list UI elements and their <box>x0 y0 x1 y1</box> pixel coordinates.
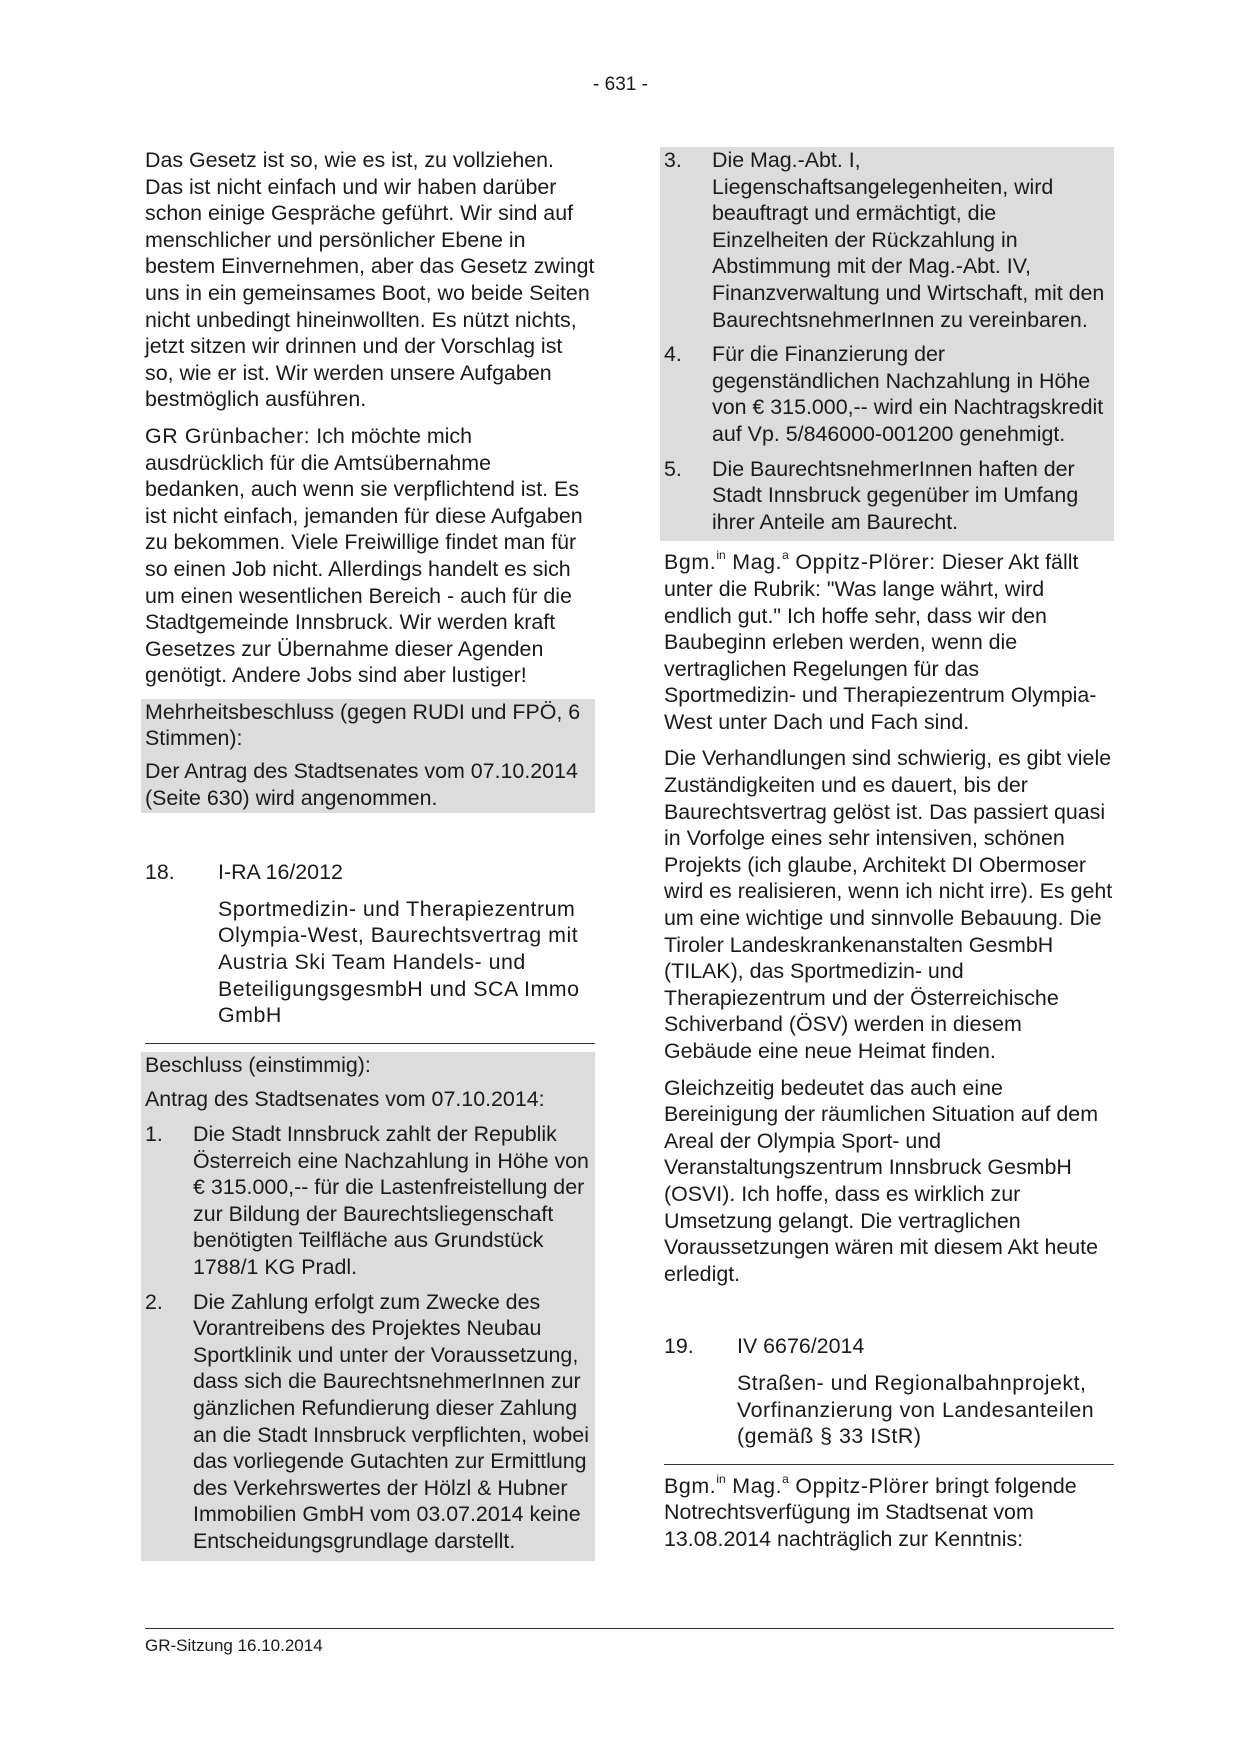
list-item <box>664 454 1114 542</box>
list-number: 3. <box>664 148 682 172</box>
list-item <box>145 1287 595 1561</box>
speech-text: Ich möchte mich ausdrücklich für die Amtsübernahme bedanken, auch wenn sie verpflichtend ist. Es ist nicht einfach, jemanden für diese Aufgaben zu bekommen. Viele Freiwillige findet man für so einen Job nicht. Allerdings handelt es sich um einen wesentlichen Bereich - auch für die Stadtgemeinde Innsbruck. Wir werden kraft Gesetzes zur Übernahme dieser Agenden genötigt. Andere Jobs sind aber lustiger! <box>145 423 583 688</box>
list-text: Die Mag.-Abt. I, Liegenschaftsangelegenheiten, wird beauftragt und ermächtigt, die Einzelheiten der Rückzahlung in Abstimmung mit der Mag.-Abt. IV, Finanzverwaltung und Wirtschaft, mit den BaurechtsnehmerInnen zu vereinbaren. <box>712 148 1105 332</box>
speech-text: Dieser Akt fällt unter die Rubrik: "Was lange währt, wird endlich gut." Ich hoffe sehr, dass wir den Baubeginn erleben werden, wenn die vertraglichen Regelungen für das Sportmedizin- und Therapiezentrum Olympia-West unter Dach und Fach sind. <box>664 550 1097 734</box>
antrag-heading: Antrag des Stadtsenates vom 07.10.2014: <box>145 1087 545 1112</box>
speaker-title: Mag. <box>725 1473 783 1498</box>
continued-list-box <box>660 147 1114 541</box>
speaker-title: Mag. <box>725 550 783 575</box>
paragraph-speaker <box>664 549 1114 735</box>
right-column <box>664 147 1114 1563</box>
agenda-title-block <box>145 896 595 1044</box>
paragraph: Die Verhandlungen sind schwierig, es gibt viele Zuständigkeiten und es dauert, bis der Baurechtsvertrag gelöst ist. Das passiert quasi in Vorfolge eines sehr intensiven, schönen Projekts (ich glaube, Architekt DI Obermoser wird es realisieren, wenn ich nicht irre). Es geht um eine wichtige und sinnvolle Bebauung. Die Tiroler Landeskrankenanstalten GesmbH (TILAK), das Sportmedizin- und Therapiezentrum und der Österreichische Schiverband (ÖSV) werden in diesem Gebäude eine neue Heimat finden. <box>664 746 1113 1063</box>
agenda-title: Sportmedizin- und Therapiezentrum Olympia-West, Baurechtsvertrag mit Austria Ski Team Handels- und BeteiligungsgesmbH und SCA Immo GmbH <box>218 896 580 1028</box>
superscript: a <box>782 1471 789 1486</box>
footer-divider <box>145 1628 1114 1629</box>
paragraph-speaker <box>664 1473 1114 1553</box>
footer: GR-Sitzung 16.10.2014 <box>145 1636 323 1655</box>
vote-result: Der Antrag des Stadtsenates vom 07.10.2014 (Seite 630) wird angenommen. <box>145 759 578 810</box>
agenda-title-block <box>664 1370 1114 1465</box>
speaker-name: Oppitz-Plörer: <box>788 550 936 575</box>
agenda-code: IV 6676/2014 <box>737 1334 865 1359</box>
list-number: 2. <box>145 1289 163 1314</box>
speaker-title: Bgm. <box>664 1473 717 1498</box>
paragraph: Das Gesetz ist so, wie es ist, zu vollziehen. Das ist nicht einfach und wir haben darüber schon einige Gespräche geführt. Wir sind auf menschlicher und persönlicher Ebene in bestem Einvernehmen, aber das Gesetz zwingt uns in ein gemeinsames Boot, wo beide Seiten nicht unbedingt hineinwollten. Es nützt nichts, jetzt sitzen wir drinnen und der Vorschlag ist so, wie er ist. Wir werden unsere Aufgaben bestmöglich ausführen. <box>145 148 595 412</box>
paragraph-speaker <box>145 423 595 689</box>
speaker-name: GR Grünbacher: <box>145 423 311 448</box>
agenda-item-18 <box>145 859 595 886</box>
list-item <box>664 147 1114 339</box>
superscript: in <box>716 548 726 563</box>
paragraph: Gleichzeitig bedeutet das auch eine Bereinigung der räumlichen Situation auf dem Areal der Olympia Sport- und Veranstaltungszentrum Innsbruck GesmbH (OSVI). Ich hoffe, dass es wirklich zur Umsetzung gelangt. Die vertraglichen Voraussetzungen wären mit diesem Akt heute erledigt. <box>664 1075 1099 1286</box>
decision-box <box>141 1052 595 1561</box>
list-text: Für die Finanzierung der gegenständlichen Nachzahlung in Höhe von € 315.000,-- wird ein Nachtragskredit auf Vp. 5/846000-001200 genehmigt. <box>712 342 1104 446</box>
speech-text: bringt folgende Notrechtsverfügung im Stadtsenat vom 13.08.2014 nachträglich zur Kenntnis: <box>664 1473 1077 1551</box>
agenda-code: I-RA 16/2012 <box>218 860 343 885</box>
left-column <box>145 147 595 1561</box>
list-item <box>664 339 1114 453</box>
list-text: Die Stadt Innsbruck zahlt der Republik Österreich eine Nachzahlung in Höhe von € 315.000,-- für die Lastenfreistellung der zur Bildung der Baurechtsliegenschaft benötigten Teilfläche aus Grundstück 1788/1 KG Pradl. <box>193 1122 589 1279</box>
agenda-number: 18. <box>145 860 175 885</box>
list-item <box>145 1119 595 1287</box>
agenda-number: 19. <box>664 1334 694 1359</box>
agenda-title: Straßen- und Regionalbahnprojekt, Vorfinanzierung von Landesanteilen (gemäß § 33 IStR) <box>737 1370 1095 1449</box>
list-text: Die Zahlung erfolgt zum Zwecke des Vorantreibens des Projektes Neubau Sportklinik und unter der Voraussetzung, dass sich die BaurechtsnehmerInnen zur gänzlichen Refundierung dieser Zahlung an die Stadt Innsbruck verpflichten, wobei das vorliegende Gutachten zur Ermittlung des Verkehrswertes der Hölzl & Hubner Immobilien GmbH vom 03.07.2014 keine Entscheidungsgrundlage darstellt. <box>193 1289 589 1553</box>
decision-heading: Beschluss (einstimmig): <box>145 1052 371 1077</box>
speaker-title: Bgm. <box>664 550 717 575</box>
superscript: in <box>716 1471 726 1486</box>
vote-box <box>141 699 595 813</box>
list-number: 4. <box>664 342 682 367</box>
agenda-item-19 <box>664 1333 1114 1360</box>
list-number: 1. <box>145 1122 163 1146</box>
list-number: 5. <box>664 456 682 481</box>
list-text: Die BaurechtsnehmerInnen haften der Stadt Innsbruck gegenüber im Umfang ihrer Anteile am Baurecht. <box>712 456 1079 534</box>
superscript: a <box>782 548 789 563</box>
speaker-name: Oppitz-Plörer <box>788 1473 930 1498</box>
vote-heading: Mehrheitsbeschluss (gegen RUDI und FPÖ, 6 Stimmen): <box>145 699 581 751</box>
page-number: - 631 - <box>593 74 648 95</box>
